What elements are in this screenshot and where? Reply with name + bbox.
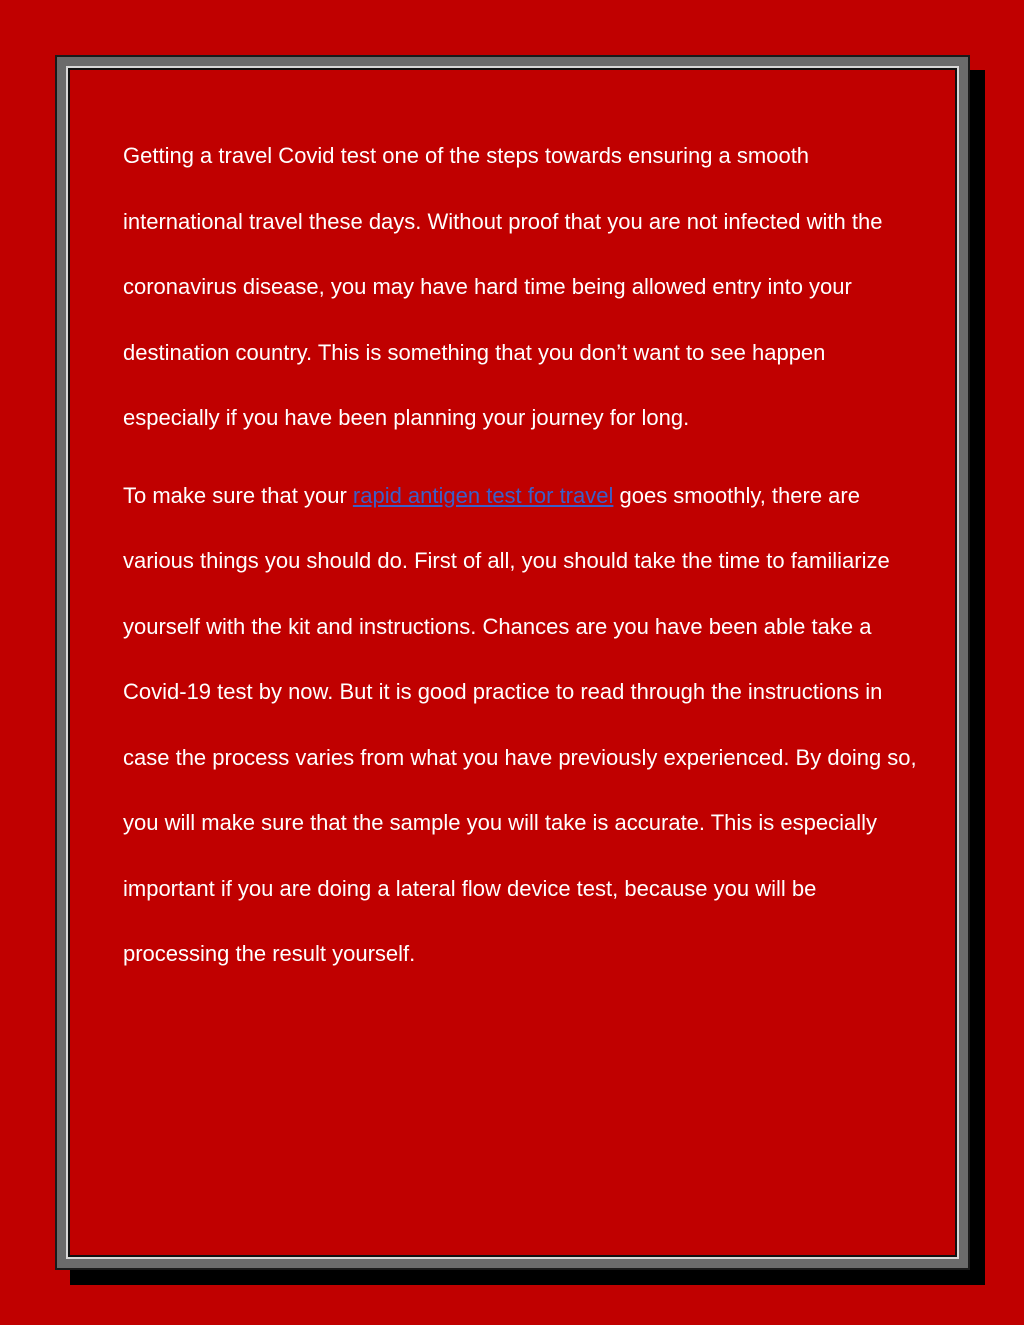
page-content-area (68, 68, 957, 1257)
article-body (123, 123, 923, 999)
rapid-antigen-test-link[interactable]: rapid antigen test for travel (352, 482, 614, 508)
paragraph-text-before-link: To make sure that your (123, 482, 353, 508)
paragraph-intro: Getting a travel Covid test one of the steps towards ensuring a smooth international travel these days. Without proof that you are not infected with the coronavirus disease, you may have hard time being allowed entry into your destination country. This is something that you don’t want to see happen especially if you have been planning your journey for long. (123, 143, 883, 430)
page-frame (55, 55, 970, 1270)
paragraph-instructions (123, 463, 923, 987)
paragraph-text-after-link: goes smoothly, there are various things you should do. First of all, you should take the time to familiarize yourself with the kit and instructions. Chances are you have been able take a Covid-19 test by now. But it is good practice to read through the instructions in case the process varies from what you have previously experienced. By doing so, you will make sure that the sample you will take is accurate. This is especially important if you are doing a lateral flow device test, because you will be processing the result yourself. (123, 482, 917, 966)
